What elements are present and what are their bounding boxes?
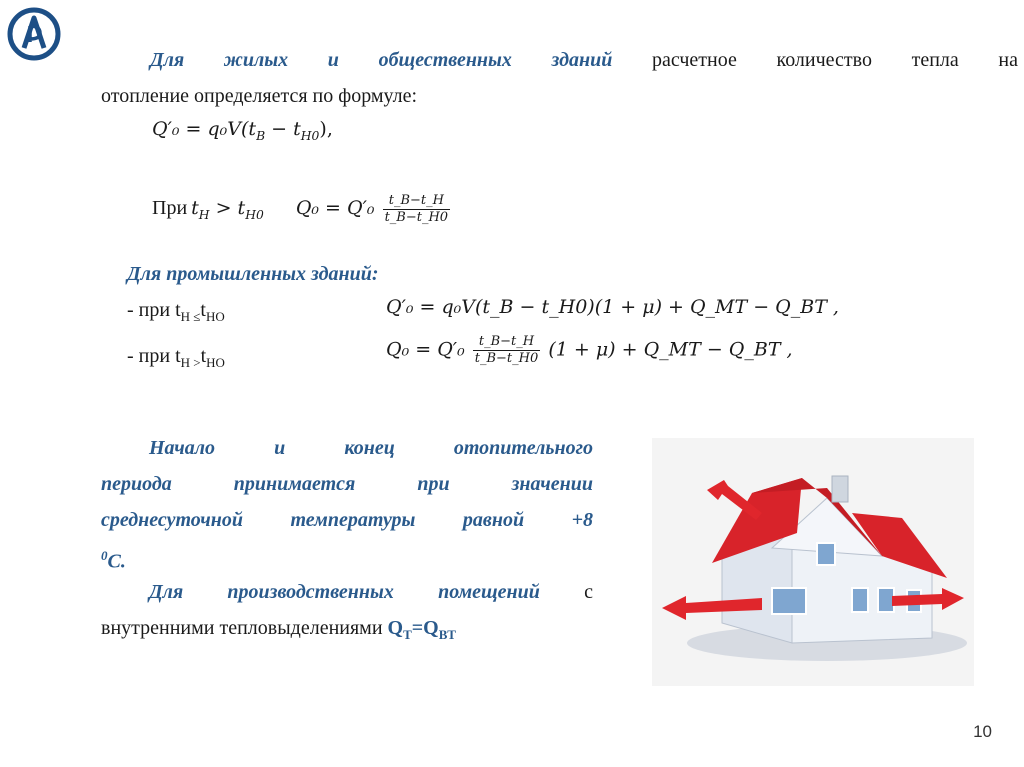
- formula-part: =Q: [411, 617, 439, 639]
- industrial-row-2-label: [127, 338, 225, 381]
- row-label: - при t: [127, 299, 181, 321]
- fraction: [473, 334, 541, 367]
- formula-heat-residential: [152, 118, 333, 143]
- paragraph-line: Начало и конец отопительного: [149, 437, 593, 459]
- fraction: [383, 193, 451, 226]
- heating-period-paragraph: [101, 430, 593, 580]
- row-label: t: [200, 299, 206, 321]
- row-label: t: [200, 345, 207, 367]
- production-line-2: [101, 610, 456, 653]
- fraction-numerator: t_B−t_H: [383, 193, 451, 210]
- paragraph-line: среднесуточной температуры равной +8: [101, 509, 593, 531]
- production-text: внутренними тепловыделениями: [101, 617, 383, 639]
- production-line-1: [149, 574, 593, 610]
- formula-industrial-1: Q′₀ = q₀V(t_B − t_H0)(1 + μ) + Q_MT − Q_BT ,: [386, 296, 839, 318]
- intro-text: расчетное количество тепла на: [652, 49, 1018, 71]
- formula-part: > t: [209, 197, 246, 219]
- formula-sub: ВТ: [438, 627, 456, 642]
- production-text: с: [584, 581, 593, 603]
- paragraph-line: С.: [107, 550, 126, 573]
- formula-sub: B: [256, 128, 266, 143]
- intro-line-1: [150, 42, 1018, 78]
- paragraph-line: периода принимается при значении: [101, 473, 593, 495]
- residential-heading: Для жилых и общественных зданий: [150, 49, 613, 71]
- degree-sup: 0: [101, 548, 108, 563]
- formula-part: ),: [319, 118, 333, 140]
- formula-sub: Т: [403, 627, 412, 642]
- row-sub: НО: [205, 309, 225, 324]
- formula-sub: H0: [300, 128, 320, 143]
- row-sub: Н >: [180, 355, 201, 370]
- row-sub: НО: [206, 355, 225, 370]
- fraction-denominator: t_B−t_H0: [384, 209, 449, 225]
- formula-part: Q₀ = Q′₀: [386, 338, 465, 361]
- formula-part: − t: [265, 118, 301, 140]
- heat-balance-expression: [387, 617, 456, 642]
- formula-industrial-2: [386, 334, 793, 367]
- formula-sub: H: [198, 207, 210, 222]
- formula-part: Q₀ = Q′₀: [295, 197, 375, 219]
- formula-part: Q′₀ = q₀V(t: [152, 118, 257, 140]
- house-heat-loss-illustration: [652, 438, 974, 686]
- formula-heat-corrected: [295, 192, 452, 225]
- intro-line-2: отопление определяется по формуле:: [101, 85, 418, 107]
- formula-sub: H0: [245, 207, 264, 222]
- condition-expression: [191, 197, 264, 222]
- industrial-row-1-label: [127, 292, 225, 335]
- formula-part: (1 + μ) + Q_MT − Q_BT ,: [548, 338, 793, 361]
- condition-label: При: [152, 197, 188, 219]
- formula-part: Q: [387, 617, 404, 639]
- formula-part: t: [191, 197, 199, 219]
- formula-condition-row: [152, 190, 452, 226]
- production-heading: Для производственных помещений: [149, 581, 540, 603]
- row-sub: Н ≤: [180, 309, 201, 324]
- fraction-numerator: t_B−t_H: [473, 334, 541, 351]
- fraction-denominator: t_B−t_H0: [474, 351, 539, 366]
- page-number: 10: [973, 722, 992, 741]
- row-label: - при t: [127, 345, 181, 367]
- university-logo-icon: [6, 6, 62, 62]
- industrial-heading: Для промышленных зданий:: [127, 263, 379, 285]
